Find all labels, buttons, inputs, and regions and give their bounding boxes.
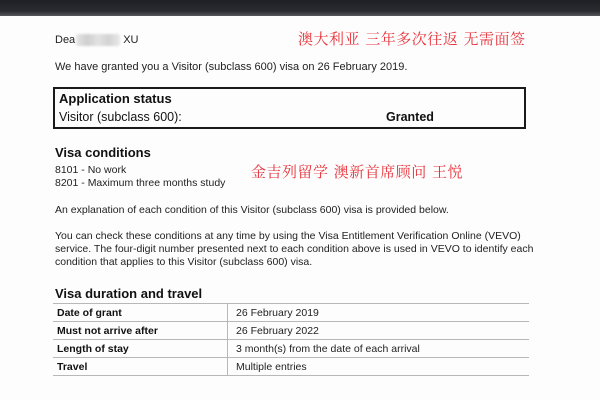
redacted-name — [76, 34, 120, 46]
salutation-prefix: Dea — [55, 34, 76, 46]
condition-item: 8101 - No work — [55, 164, 127, 176]
visa-duration-title: Visa duration and travel — [55, 286, 203, 301]
application-status-box — [53, 87, 526, 129]
dark-header-strip — [0, 0, 600, 16]
table-row-label: Length of stay — [53, 340, 228, 358]
visa-conditions-title: Visa conditions — [55, 145, 151, 160]
table-row — [53, 304, 529, 322]
promo-overlay-line-1: 澳大利亚 三年多次往返 无需面签 — [298, 30, 526, 48]
application-status-value: Granted — [386, 110, 434, 124]
salutation-suffix: XU — [123, 34, 139, 46]
condition-item: 8201 - Maximum three months study — [55, 177, 226, 189]
table-row-value: 26 February 2022 — [228, 322, 530, 340]
table-row-label: Must not arrive after — [53, 322, 228, 340]
table-row — [53, 340, 529, 358]
table-row-value: Multiple entries — [228, 358, 530, 376]
table-row — [53, 358, 529, 376]
table-row — [53, 322, 529, 340]
table-row-value: 26 February 2019 — [228, 304, 530, 322]
table-row-label: Date of grant — [53, 304, 228, 322]
promo-overlay-line-2: 金吉列留学 澳新首席顾问 王悦 — [251, 163, 464, 181]
visa-duration-table — [53, 303, 529, 376]
table-row-label: Travel — [53, 358, 228, 376]
grant-statement: We have granted you a Visitor (subclass 600) visa on 26 February 2019. — [55, 61, 408, 73]
application-status-visa: Visitor (subclass 600): — [59, 110, 182, 124]
salutation — [55, 34, 138, 46]
table-row-value: 3 month(s) from the date of each arrival — [228, 340, 530, 358]
vevo-note: You can check these conditions at any time by using the Visa Entitlement Verification Online (VEVO) service. The four-digit number presented next to each condition above is used in VEVO to identify each condition that applies to this Visitor (subclass 600) visa. — [55, 230, 534, 268]
application-status-title: Application status — [59, 91, 172, 106]
conditions-explanation: An explanation of each condition of this Visitor (subclass 600) visa is provided below. — [55, 204, 449, 216]
